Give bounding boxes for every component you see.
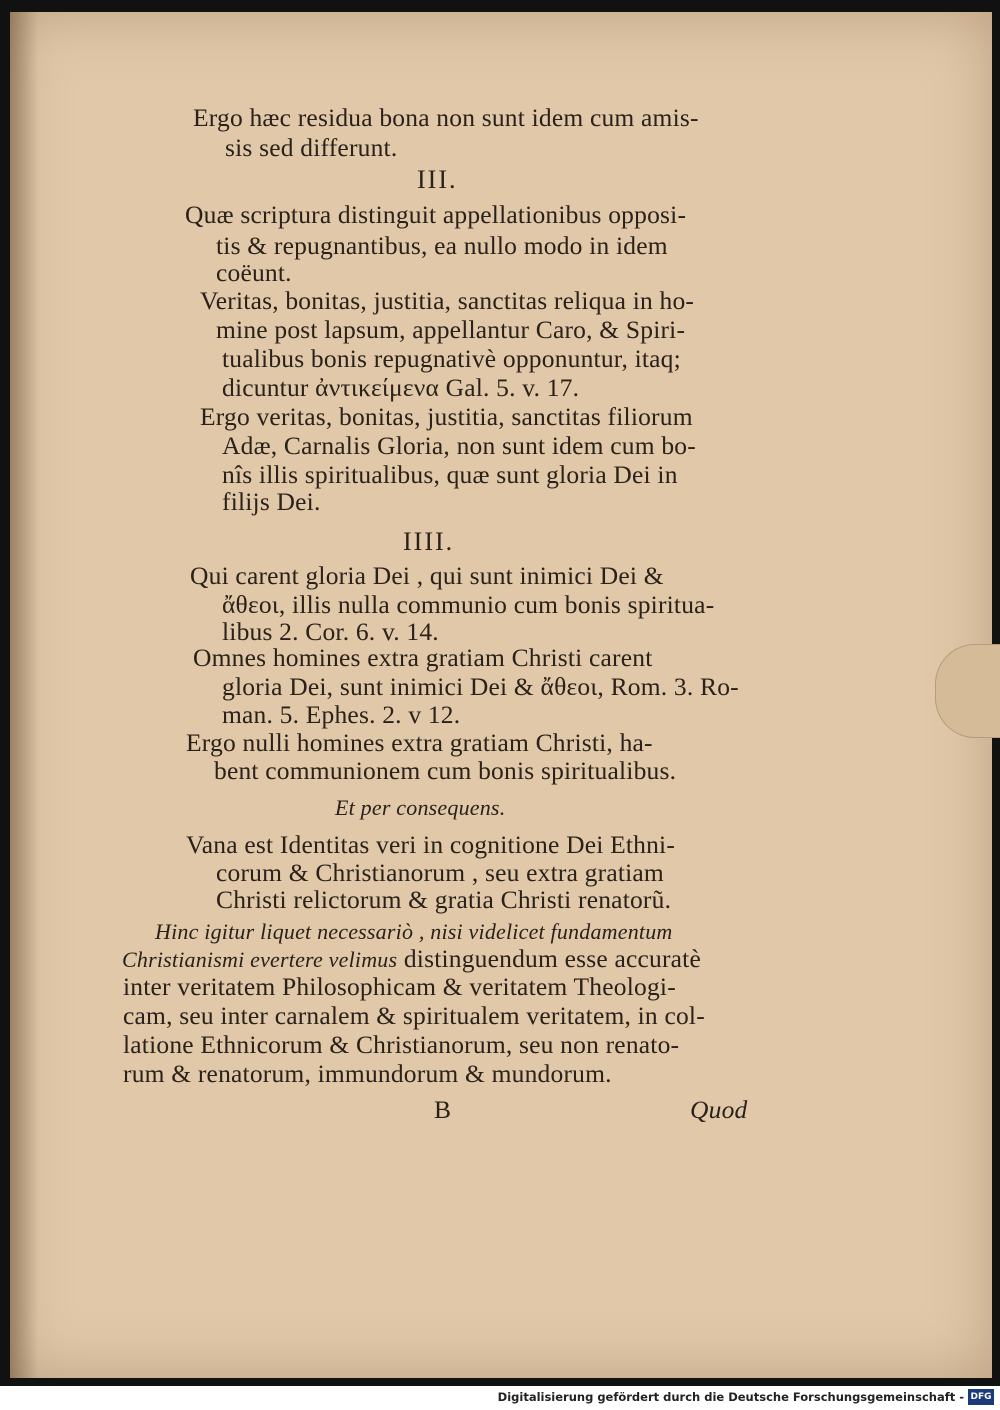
text-line: Ergo veritas, bonitas, justitia, sanctitas filiorum [200,402,693,431]
text-line: mine post lapsum, appellantur Caro, & Spiri- [216,315,686,344]
text-line: cam, seu inter carnalem & spiritualem veritatem, in col- [123,1001,705,1030]
text-line: man. 5. Ephes. 2. v 12. [222,700,461,729]
text-line: dicuntur ἀντικείμενα Gal. 5. v. 17. [222,373,580,402]
text-line: tis & repugnantibus, ea nullo modo in idem [216,231,668,260]
text-line: coëunt. [216,258,292,287]
text-line: Ergo nulli homines extra gratiam Christi, ha- [186,728,653,757]
text-line: corum & Christianorum , seu extra gratiam [216,858,664,887]
text-line: tualibus bonis repugnativè opponuntur, itaq; [222,344,681,373]
text-line: nîs illis spiritualibus, quæ sunt gloria Dei in [222,460,678,489]
dfg-logo: DFG [968,1389,994,1405]
text-line: inter veritatem Philosophicam & veritatem Theologi- [123,972,676,1001]
catchword: Quod [690,1095,748,1124]
signature-mark: B [434,1095,452,1124]
footer-bar [0,1386,1000,1410]
text-line: sis sed differunt. [225,133,398,162]
subheading: Et per consequens. [335,795,506,820]
text-line: latione Ethnicorum & Christianorum, seu non renato- [123,1030,680,1059]
text-line: Adæ, Carnalis Gloria, non sunt idem cum bo- [222,431,696,460]
text-line: rum & renatorum, immundorum & mundorum. [123,1059,612,1088]
text-line: filijs Dei. [222,487,321,516]
text-line: Vana est Identitas veri in cognitione Dei Ethni- [186,830,676,859]
text-line: libus 2. Cor. 6. v. 14. [222,617,439,646]
text-line: Ergo hæc residua bona non sunt idem cum amis- [193,103,699,132]
text-line: Quæ scriptura distinguit appellationibus opposi- [185,200,687,229]
text-line: Christi relictorum & gratia Christi renatorũ. [216,885,672,914]
text-line: Veritas, bonitas, justitia, sanctitas reliqua in ho- [200,286,695,315]
text-line: gloria Dei, sunt inimici Dei & ἄθεοι, Rom. 3. Ro- [222,672,739,701]
section-heading: III. [417,165,458,194]
text-line: bent communionem cum bonis spiritualibus. [214,756,677,785]
text-line: Christianismi evertere velimus distinguendum esse accuratè [122,944,701,973]
section-heading: IIII. [403,527,455,556]
text-line: Omnes homines extra gratiam Christi carent [193,643,653,672]
text-line: Qui carent gloria Dei , qui sunt inimici Dei & [190,561,664,590]
text-line: ἄθεοι, illis nulla communio cum bonis spiritua- [222,590,715,619]
funding-credit: Digitalisierung gefördert durch die Deutsche Forschungsgemeinschaft - [497,1390,964,1404]
text-line: Hinc igitur liquet necessariò , nisi videlicet fundamentum [155,919,673,944]
